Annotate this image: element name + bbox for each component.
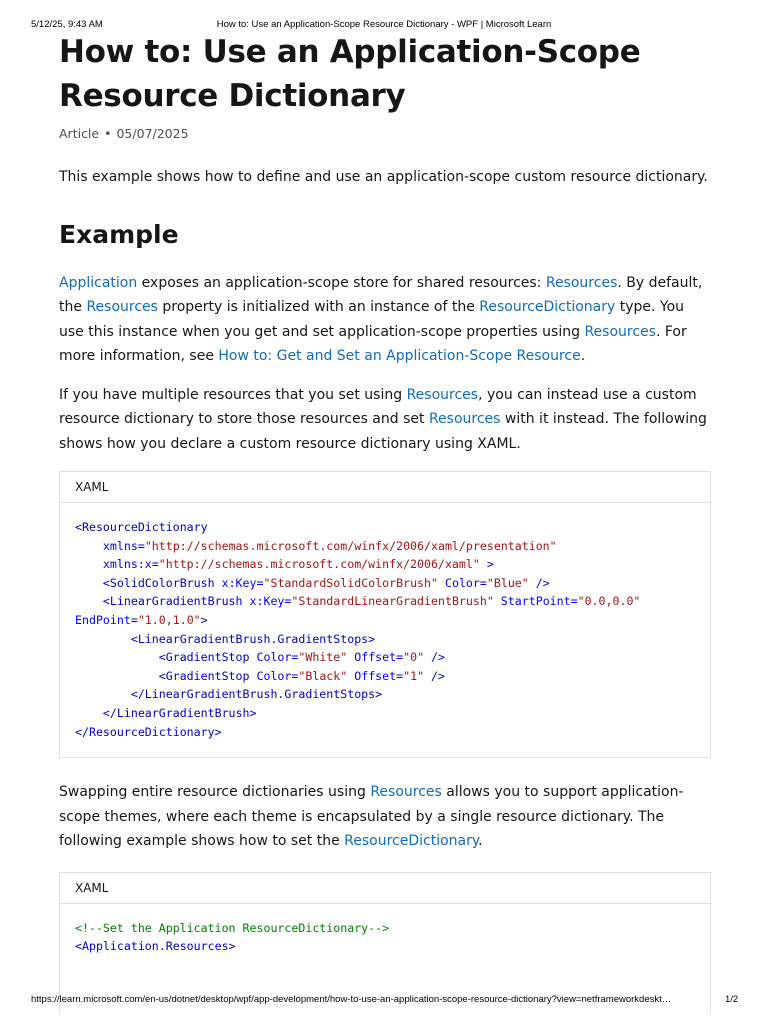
code-token: "0.0,0.0"	[577, 594, 641, 609]
code-token: Color=	[438, 575, 487, 590]
article-date: 05/07/2025	[116, 126, 189, 141]
code-token: "Blue"	[486, 575, 529, 590]
code-token: />	[528, 575, 550, 590]
paragraph-swapping-dictionaries	[59, 780, 711, 854]
print-footer	[0, 994, 768, 1008]
code-language-label: XAML	[60, 472, 710, 503]
code-token: >	[479, 557, 494, 572]
code-token: <GradientStop	[75, 650, 250, 665]
section-heading-example: Example	[59, 219, 179, 249]
text: Swapping entire resource dictionaries using	[59, 784, 371, 801]
text: property is initialized with an instance of the	[157, 299, 480, 315]
link-resources[interactable]: Resources	[370, 784, 442, 801]
code-content	[60, 904, 710, 972]
code-token: Color=	[249, 668, 299, 683]
intro-paragraph: This example shows how to define and use an application-scope custom resource dictionary.	[59, 169, 708, 185]
code-token: EndPoint=	[75, 612, 138, 627]
code-token: <LinearGradientBrush	[75, 594, 243, 609]
print-url: https://learn.microsoft.com/en-us/dotnet/desktop/wpf/app-development/how-to-use-an-application-scope-resource-dictionary?view=netframeworkdeskt…	[31, 994, 672, 1005]
code-token: "StandardSolidColorBrush"	[263, 575, 438, 590]
code-token: Offset=	[347, 668, 404, 683]
article-meta	[59, 125, 711, 143]
text: exposes an application-scope store for shared resources:	[137, 274, 546, 291]
code-comment: <!--Set the Application ResourceDictionary-->	[75, 920, 390, 935]
text: . For more information, see	[59, 323, 687, 364]
link-resources[interactable]: Resources	[86, 299, 158, 315]
link-resources[interactable]: Resources	[584, 323, 656, 340]
text: type. You use this instance when you get and set application-scope properties using	[59, 299, 685, 340]
print-page-title: How to: Use an Application-Scope Resource Dictionary - WPF | Microsoft Learn	[216, 19, 552, 30]
text: .	[478, 833, 483, 850]
code-token: xmlns:x=	[75, 557, 159, 572]
link-get-set-resource[interactable]: How to: Get and Set an Application-Scope Resource	[218, 348, 581, 364]
code-token: <LinearGradientBrush.GradientStops>	[75, 631, 376, 646]
code-token: <GradientStop	[75, 668, 250, 683]
code-block-application-resources	[59, 872, 711, 1013]
article-type: Article	[59, 126, 100, 141]
code-token: Color=	[249, 650, 299, 665]
text: .	[580, 348, 586, 364]
code-token: x:Key=	[214, 575, 264, 590]
text: If you have multiple resources that you set using	[59, 386, 407, 403]
page-title: How to: Use an Application-Scope Resource Dictionary	[59, 34, 641, 114]
code-token: x:Key=	[242, 594, 292, 609]
link-application[interactable]: Application	[59, 274, 138, 291]
print-timestamp: 5/12/25, 9:43 AM	[31, 19, 103, 30]
link-resourcedictionary[interactable]: ResourceDictionary	[344, 833, 479, 850]
link-resources[interactable]: Resources	[406, 386, 479, 403]
text: , you can instead use a custom resource dictionary to store those resources and set	[59, 386, 697, 427]
code-token: </ResourceDictionary>	[75, 724, 222, 739]
code-token: </LinearGradientBrush.GradientStops>	[75, 687, 383, 702]
code-token: Offset=	[347, 650, 404, 665]
link-resourcedictionary[interactable]: ResourceDictionary	[479, 299, 616, 315]
code-token: "http://schemas.microsoft.com/winfx/2006/xaml"	[158, 557, 480, 572]
code-token: "White"	[298, 650, 348, 665]
paragraph-application-store	[59, 271, 711, 369]
link-resources[interactable]: Resources	[428, 411, 501, 427]
code-content	[60, 503, 710, 757]
meta-separator: •	[104, 126, 112, 141]
code-token: "Black"	[298, 668, 348, 683]
code-token: StartPoint=	[493, 594, 578, 609]
code-token: >	[200, 612, 208, 627]
code-token: <Application.Resources>	[75, 939, 236, 954]
code-token: "StandardLinearGradientBrush"	[291, 594, 494, 609]
code-block-resource-dictionary	[59, 471, 711, 758]
code-token: "1"	[403, 668, 425, 683]
code-token: <SolidColorBrush	[75, 575, 215, 590]
text: allows you to support application-scope themes, where each theme is encapsulated by a single resource dictionary. The following example shows how to set the	[59, 784, 684, 850]
code-token: <ResourceDictionary	[75, 520, 208, 534]
code-token: />	[424, 650, 446, 665]
code-token: "0"	[403, 650, 425, 665]
code-token: </LinearGradientBrush>	[75, 705, 257, 720]
code-language-label: XAML	[60, 873, 710, 904]
code-token: "http://schemas.microsoft.com/winfx/2006/xaml/presentation"	[144, 538, 557, 553]
link-resources[interactable]: Resources	[545, 274, 618, 291]
paragraph-custom-dictionary	[59, 383, 711, 457]
text: . By default, the	[59, 274, 703, 315]
page-number: 1/2	[725, 994, 739, 1005]
code-token: "1.0,1.0"	[137, 612, 201, 627]
text: with it instead. The following shows how you declare a custom resource dictionary using XAML.	[59, 411, 707, 452]
code-token: />	[424, 668, 446, 683]
article-content	[59, 30, 711, 1013]
code-token: xmlns=	[75, 538, 145, 553]
